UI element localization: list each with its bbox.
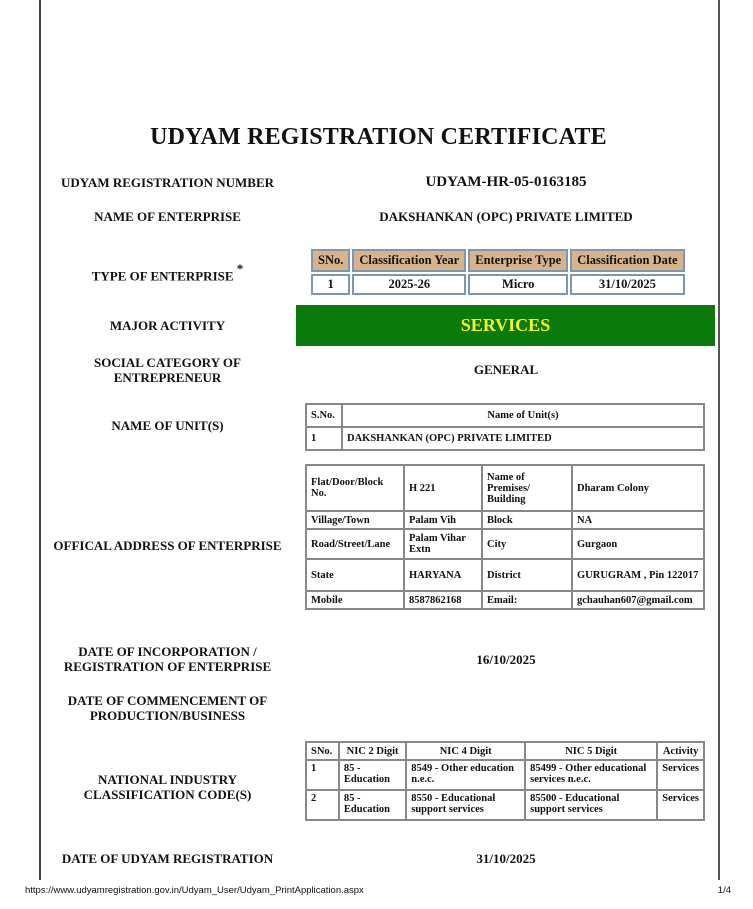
footer-url: https://www.udyamregistration.gov.in/Udyam_User/Udyam_PrintApplication.aspx [25,885,364,896]
table-row [306,465,704,511]
enterprise-name-value: DAKSHANKAN (OPC) PRIVATE LIMITED [379,209,633,224]
table-row [306,559,704,591]
address-label: OFFICAL ADDRESS OF ENTERPRISE [53,538,282,553]
cell-city-label: City [482,529,572,559]
cell-date: 31/10/2025 [570,274,684,295]
cell-nic5: 85500 - Educational support services [525,790,657,820]
nic-label: NATIONAL INDUSTRY CLASSIFICATION CODE(S) [83,772,252,802]
table-row [306,790,704,820]
required-asterisk: * [236,261,244,276]
cell-sno: 2 [306,790,339,820]
cell-village-label: Village/Town [306,511,404,529]
page-number: 1/4 [717,885,731,896]
cell-road-value: Palam Vihar Extn [404,529,482,559]
cell-year: 2025-26 [352,274,466,295]
col-unit-name: Name of Unit(s) [342,404,704,427]
cell-sno: 1 [306,760,339,790]
cell-nic4: 8549 - Other education n.e.c. [406,760,525,790]
reg-number-value: UDYAM-HR-05-0163185 [425,174,587,190]
cell-nic5: 85499 - Other educational services n.e.c. [525,760,657,790]
cell-activity: Services [657,790,704,820]
col-sno: SNo. [306,742,339,760]
col-nic4: NIC 4 Digit [406,742,525,760]
table-row [306,529,704,559]
cell-block-label: Block [482,511,572,529]
table-header-row [306,742,704,760]
cell-sno: 1 [311,274,350,295]
social-category-value: GENERAL [473,362,539,377]
cell-flat-label: Flat/Door/Block No. [306,465,404,511]
social-category-label: SOCIAL CATEGORY OF ENTREPRENEUR [94,355,241,385]
table-row [306,427,704,450]
type-of-enterprise-label [50,263,285,283]
udyam-date-label: DATE OF UDYAM REGISTRATION [61,851,274,866]
col-classification-date: Classification Date [570,249,684,272]
reg-number-label: UDYAM REGISTRATION NUMBER [60,175,275,190]
cell-email-value: gchauhan607@gmail.com [572,591,704,609]
units-table [305,403,705,451]
col-sno: S.No. [306,404,342,427]
incorporation-value: 16/10/2025 [476,652,536,667]
cell-type: Micro [468,274,568,295]
cell-mobile-label: Mobile [306,591,404,609]
cell-premises-label: Name of Premises/ Building [482,465,572,511]
cell-premises-value: Dharam Colony [572,465,704,511]
type-label-text: TYPE OF ENTERPRISE [91,268,234,284]
cell-district-value: GURUGRAM , Pin 122017 [572,559,704,591]
classification-table [309,247,687,297]
col-enterprise-type: Enterprise Type [468,249,568,272]
cell-unit-name: DAKSHANKAN (OPC) PRIVATE LIMITED [342,427,704,450]
enterprise-name-label: NAME OF ENTERPRISE [94,209,241,224]
col-sno: SNo. [311,249,350,272]
cell-district-label: District [482,559,572,591]
cell-sno: 1 [306,427,342,450]
cell-road-label: Road/Street/Lane [306,529,404,559]
col-nic2: NIC 2 Digit [339,742,406,760]
cell-email-label: Email: [482,591,572,609]
table-header-row [311,249,685,272]
nic-table [305,741,705,821]
cell-nic2: 85 - Education [339,790,406,820]
col-activity: Activity [657,742,704,760]
cell-mobile-value: 8587862168 [404,591,482,609]
cell-nic2: 85 - Education [339,760,406,790]
units-label: NAME OF UNIT(S) [111,418,224,433]
cell-state-label: State [306,559,404,591]
udyam-date-value: 31/10/2025 [476,851,536,866]
col-nic5: NIC 5 Digit [525,742,657,760]
cell-city-value: Gurgaon [572,529,704,559]
cell-flat-value: H 221 [404,465,482,511]
table-row [311,274,685,295]
incorporation-label: DATE OF INCORPORATION / REGISTRATION OF ENTERPRISE [63,644,272,674]
table-row [306,591,704,609]
page-title: UDYAM REGISTRATION CERTIFICATE [150,124,607,150]
cell-block-value: NA [572,511,704,529]
cell-state-value: HARYANA [404,559,482,591]
cell-activity: Services [657,760,704,790]
address-table [305,464,705,610]
major-activity-label: MAJOR ACTIVITY [109,318,226,333]
table-header-row [306,404,704,427]
commencement-label: DATE OF COMMENCEMENT OF PRODUCTION/BUSINESS [67,693,268,723]
col-classification-year: Classification Year [352,249,466,272]
major-activity-banner: SERVICES [296,305,715,346]
cell-village-value: Palam Vih [404,511,482,529]
table-row [306,511,704,529]
cell-nic4: 8550 - Educational support services [406,790,525,820]
table-row [306,760,704,790]
